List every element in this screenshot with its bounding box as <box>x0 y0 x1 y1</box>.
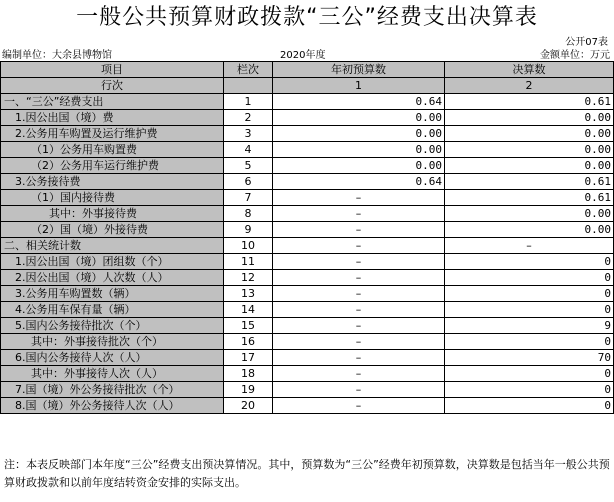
header-item: 项目 <box>1 62 224 78</box>
row-final-value: 0 <box>445 398 614 414</box>
table-row <box>1 206 614 222</box>
row-item-label: 3.公务用车购置数（辆） <box>1 286 224 302</box>
header-budget-index: 1 <box>273 78 445 94</box>
row-budget-value: – <box>273 398 445 414</box>
row-item-label: （2）国（境）外接待费 <box>1 222 224 238</box>
row-item-label: 1.因公出国（境）团组数（个） <box>1 254 224 270</box>
row-item-label: 7.国（境）外公务接待批次（个） <box>1 382 224 398</box>
row-final-value: 0.61 <box>445 174 614 190</box>
header-col-no: 栏次 <box>224 62 273 78</box>
header-index-row <box>1 78 614 94</box>
row-final-value: 0.00 <box>445 158 614 174</box>
header-row <box>1 62 614 78</box>
row-number: 6 <box>224 174 273 190</box>
row-final-value: – <box>445 238 614 254</box>
row-budget-value: – <box>273 318 445 334</box>
table-row <box>1 270 614 286</box>
row-number: 13 <box>224 286 273 302</box>
row-final-value: 0.00 <box>445 142 614 158</box>
row-number: 7 <box>224 190 273 206</box>
table-row <box>1 238 614 254</box>
row-final-value: 9 <box>445 318 614 334</box>
row-final-value: 0 <box>445 334 614 350</box>
row-budget-value: – <box>273 382 445 398</box>
row-number: 2 <box>224 110 273 126</box>
row-final-value: 0 <box>445 302 614 318</box>
header-final-index: 2 <box>445 78 614 94</box>
table-row <box>1 158 614 174</box>
row-budget-value: – <box>273 190 445 206</box>
row-number: 9 <box>224 222 273 238</box>
header-budget: 年初预算数 <box>273 62 445 78</box>
table-row <box>1 94 614 110</box>
row-item-label: 2.公务用车购置及运行维护费 <box>1 126 224 142</box>
table-row <box>1 222 614 238</box>
amount-unit: 金额单位：万元 <box>540 50 610 61</box>
row-final-value: 0.00 <box>445 110 614 126</box>
row-final-value: 0.61 <box>445 190 614 206</box>
row-budget-value: 0.00 <box>273 158 445 174</box>
row-item-label: 3.公务接待费 <box>1 174 224 190</box>
table-row <box>1 318 614 334</box>
table-row <box>1 286 614 302</box>
table-row <box>1 174 614 190</box>
row-budget-value: 0.64 <box>273 94 445 110</box>
table-row <box>1 190 614 206</box>
row-budget-value: – <box>273 302 445 318</box>
row-item-label: 其中：外事接待费 <box>1 206 224 222</box>
row-item-label: 1.因公出国（境）费 <box>1 110 224 126</box>
row-budget-value: – <box>273 206 445 222</box>
row-final-value: 0 <box>445 286 614 302</box>
header-final: 决算数 <box>445 62 614 78</box>
row-number: 16 <box>224 334 273 350</box>
row-item-label: 6.国内公务接待人次（人） <box>1 350 224 366</box>
row-number: 20 <box>224 398 273 414</box>
row-item-label: （1）国内接待费 <box>1 190 224 206</box>
row-number: 3 <box>224 126 273 142</box>
row-item-label: （1）公务用车购置费 <box>1 142 224 158</box>
row-item-label: 其中：外事接待人次（人） <box>1 366 224 382</box>
row-final-value: 0.61 <box>445 94 614 110</box>
page-title: 一般公共预算财政拨款“三公”经费支出决算表 <box>76 5 538 30</box>
row-item-label: 一、“三公”经费支出 <box>1 94 224 110</box>
row-final-value: 0 <box>445 366 614 382</box>
row-number: 4 <box>224 142 273 158</box>
row-budget-value: – <box>273 222 445 238</box>
row-budget-value: – <box>273 270 445 286</box>
table-row <box>1 254 614 270</box>
row-budget-value: – <box>273 238 445 254</box>
row-final-value: 0.00 <box>445 126 614 142</box>
form-number: 公开07表 <box>565 37 608 48</box>
row-number: 17 <box>224 350 273 366</box>
expenditure-table <box>0 61 614 414</box>
row-budget-value: 0.00 <box>273 110 445 126</box>
row-item-label: 4.公务用车保有量（辆） <box>1 302 224 318</box>
row-number: 10 <box>224 238 273 254</box>
row-number: 5 <box>224 158 273 174</box>
row-number: 11 <box>224 254 273 270</box>
row-budget-value: 0.64 <box>273 174 445 190</box>
table-row <box>1 126 614 142</box>
row-number: 8 <box>224 206 273 222</box>
row-budget-value: 0.00 <box>273 142 445 158</box>
table-row <box>1 302 614 318</box>
header-row-label: 行次 <box>1 78 224 94</box>
table-row <box>1 398 614 414</box>
row-budget-value: – <box>273 286 445 302</box>
row-budget-value: – <box>273 334 445 350</box>
row-budget-value: – <box>273 366 445 382</box>
table-row <box>1 350 614 366</box>
row-final-value: 0 <box>445 382 614 398</box>
row-item-label: （2）公务用车运行维护费 <box>1 158 224 174</box>
row-number: 15 <box>224 318 273 334</box>
footnote: 注：本表反映部门本年度“三公”经费支出预决算情况。其中，预算数为“三公”经费年初预算数，决算数是包括当年一般公共预算财政拨款和以前年度结转资金安排的实际支出。 <box>4 458 610 489</box>
row-number: 14 <box>224 302 273 318</box>
reporting-unit: 编制单位：大余县博物馆 <box>2 50 112 61</box>
row-budget-value: 0.00 <box>273 126 445 142</box>
row-item-label: 二、相关统计数 <box>1 238 224 254</box>
row-number: 12 <box>224 270 273 286</box>
table-row <box>1 366 614 382</box>
row-item-label: 5.国内公务接待批次（个） <box>1 318 224 334</box>
row-item-label: 8.国（境）外公务接待人次（人） <box>1 398 224 414</box>
header-row-blank <box>224 78 273 94</box>
table-row <box>1 142 614 158</box>
row-item-label: 其中：外事接待批次（个） <box>1 334 224 350</box>
row-final-value: 0 <box>445 270 614 286</box>
row-budget-value: – <box>273 350 445 366</box>
row-final-value: 0.00 <box>445 206 614 222</box>
row-number: 19 <box>224 382 273 398</box>
table-row <box>1 110 614 126</box>
table-row <box>1 334 614 350</box>
row-number: 1 <box>224 94 273 110</box>
row-final-value: 0.00 <box>445 222 614 238</box>
row-item-label: 2.因公出国（境）人次数（人） <box>1 270 224 286</box>
row-final-value: 0 <box>445 254 614 270</box>
row-final-value: 70 <box>445 350 614 366</box>
table-row <box>1 382 614 398</box>
row-number: 18 <box>224 366 273 382</box>
fiscal-year: 2020年度 <box>280 50 326 61</box>
row-budget-value: – <box>273 254 445 270</box>
